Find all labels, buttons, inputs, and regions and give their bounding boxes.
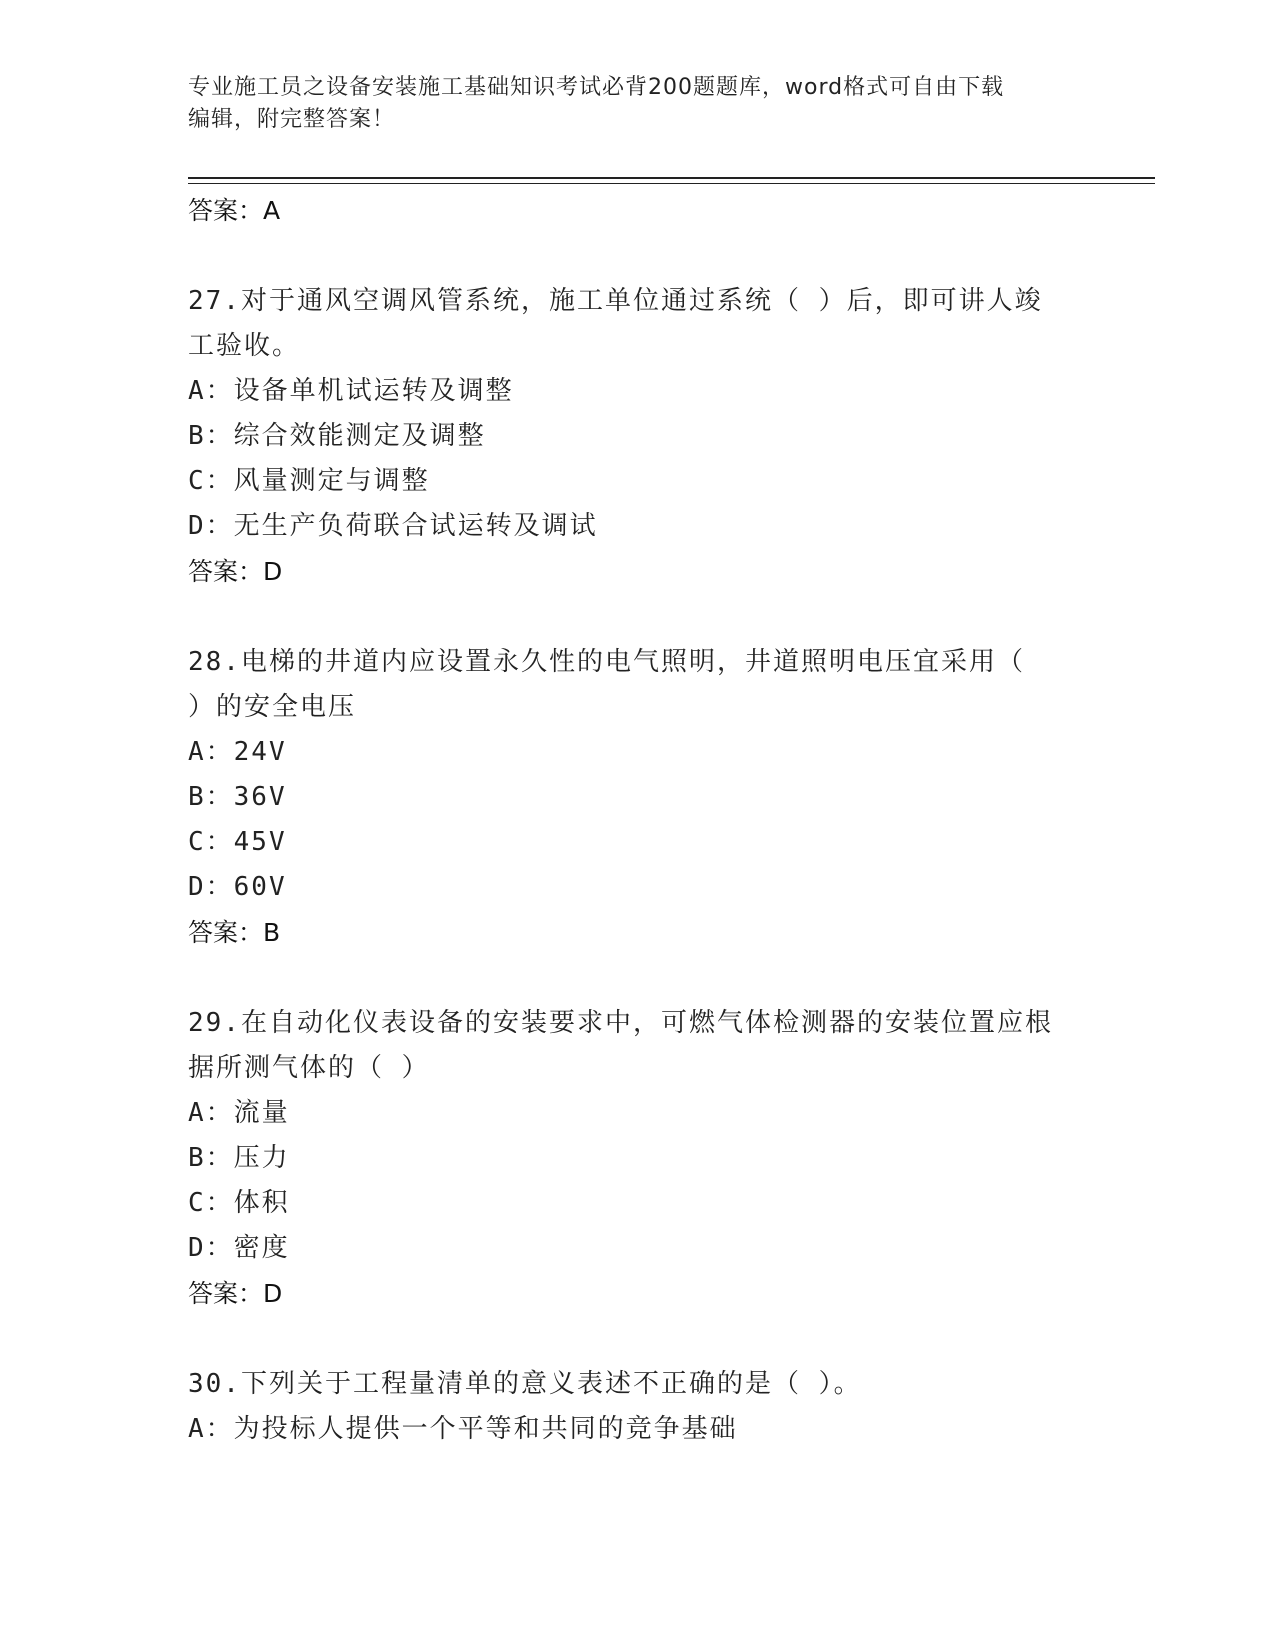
question-30 [188, 1362, 1088, 1452]
question-28 [188, 640, 1088, 955]
question-29-option-c: C：体积 [188, 1188, 290, 1218]
question-27-text-line-2: 工验收。 [188, 331, 301, 361]
question-29-option-b: B：压力 [188, 1143, 290, 1173]
question-29-option-d: D：密度 [188, 1233, 290, 1263]
question-28-option-d: D：60V [188, 872, 287, 902]
header-rule-thick [188, 177, 1155, 179]
spacer [188, 594, 1088, 640]
header-line-2: 编辑，附完整答案！ [188, 107, 396, 132]
answer-26: 答案：A [188, 196, 281, 225]
question-30-option-a: A：为投标人提供一个平等和共同的竞争基础 [188, 1414, 738, 1444]
question-27-option-a: A：设备单机试运转及调整 [188, 376, 514, 406]
spacer [188, 955, 1088, 1001]
question-27-option-d: D：无生产负荷联合试运转及调试 [188, 511, 598, 541]
question-28-option-c: C：45V [188, 827, 287, 857]
answer-28: 答案：B [188, 918, 281, 947]
question-27-option-b: B：综合效能测定及调整 [188, 421, 486, 451]
question-29-text-line-2: 据所测气体的（ ） [188, 1053, 430, 1083]
header-rule-thin [188, 183, 1155, 184]
question-28-option-a: A：24V [188, 737, 287, 767]
question-27-text-line-1: 27.对于通风空调风管系统，施工单位通过系统（ ）后，即可讲人竣 [188, 286, 1043, 316]
document-header [188, 72, 1068, 136]
answer-27: 答案：D [188, 557, 283, 586]
question-29-text-line-1: 29.在自动化仪表设备的安装要求中，可燃气体检测器的安装位置应根 [188, 1008, 1053, 1038]
question-28-text-line-2: ）的安全电压 [188, 692, 357, 722]
question-29 [188, 1001, 1088, 1316]
question-28-option-b: B：36V [188, 782, 287, 812]
spacer [188, 1316, 1088, 1362]
answer-29: 答案：D [188, 1279, 283, 1308]
question-29-option-a: A：流量 [188, 1098, 290, 1128]
question-27-option-c: C：风量测定与调整 [188, 466, 430, 496]
spacer [188, 233, 1088, 279]
question-content [188, 188, 1088, 1452]
header-line-1: 专业施工员之设备安装施工基础知识考试必背200题题库，word格式可自由下载 [188, 75, 1005, 100]
question-27 [188, 279, 1088, 594]
question-28-text-line-1: 28.电梯的井道内应设置永久性的电气照明，井道照明电压宜采用（ [188, 647, 1025, 677]
question-30-text-line-1: 30.下列关于工程量清单的意义表述不正确的是（ ）。 [188, 1369, 862, 1399]
